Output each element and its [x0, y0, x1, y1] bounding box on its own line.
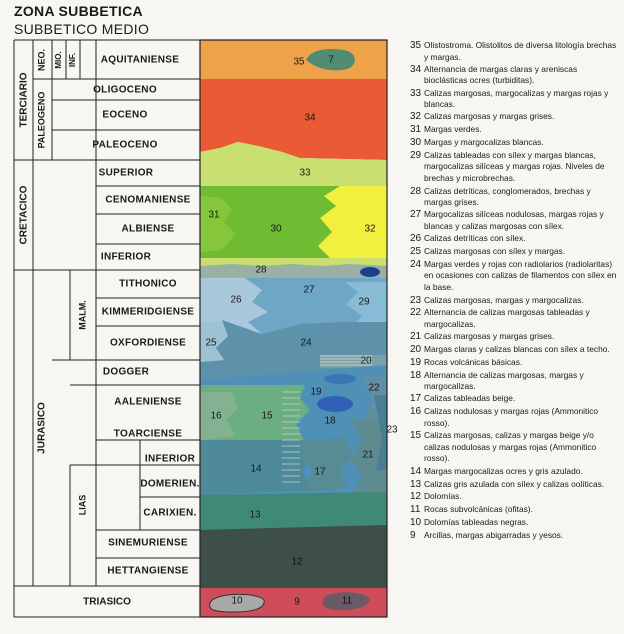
- stage-sinemuriense: SINEMURIENSE: [108, 537, 188, 549]
- legend-number: 28: [410, 185, 422, 197]
- legend-text: Calizas gris azulada con sílex y calizas oolíticas.: [424, 478, 605, 489]
- unit-label-35: 35: [293, 56, 305, 68]
- legend-text: Calizas margosas y margas grises.: [424, 331, 555, 342]
- stage-inferior-lias: INFERIOR: [144, 453, 196, 465]
- unit-label-12: 12: [291, 556, 303, 568]
- legend-item: [410, 124, 620, 136]
- legend-item: [410, 137, 620, 149]
- legend-text: Margas verdes y rojas con radiolarios (radiolaritas) en ocasiones con calizas de filamentos con sílex en la base.: [424, 258, 617, 292]
- unit-label-29: 29: [358, 296, 370, 308]
- legend-item: [410, 530, 620, 542]
- legend-text: Calizas margosas, margocalizas y margas rojas y blancas.: [424, 87, 609, 110]
- unit-label-17: 17: [314, 466, 326, 478]
- period-triasico: TRIASICO: [83, 596, 131, 608]
- period-terciario: TERCIARIO: [18, 72, 30, 128]
- legend-text: Calizas margosas con sílex y margas.: [424, 246, 566, 256]
- stage-kimmeridgiense: KIMMERIDGIENSE: [101, 306, 195, 318]
- legend-item: [410, 233, 620, 245]
- unit-label-26: 26: [230, 294, 242, 306]
- unit-28: [200, 264, 387, 280]
- legend-item: [410, 111, 620, 123]
- legend-item: [410, 357, 620, 369]
- unit-label-13: 13: [249, 509, 261, 521]
- legend-text: Rocas subvolcánicas (ofitas).: [424, 504, 533, 515]
- epoch-mio: MIO.: [54, 51, 64, 69]
- legend-number: 24: [410, 258, 422, 270]
- period-jurasico: JURASICO: [36, 402, 48, 454]
- legend-text: Alternancia de calizas margosas, margas y margocalizas.: [424, 369, 584, 392]
- subperiod-lias: LIAS: [77, 494, 88, 516]
- unit-label-31: 31: [208, 209, 220, 221]
- legend-number: 9: [410, 529, 416, 541]
- page-subtitle: SUBBETICO MEDIO: [14, 21, 150, 37]
- unit-label-10: 10: [231, 595, 243, 607]
- legend-text: Dolomías.: [424, 491, 462, 502]
- legend-item: [410, 406, 620, 429]
- legend-item: [410, 491, 620, 503]
- legend-item: [410, 246, 620, 258]
- unit-label-14: 14: [250, 463, 262, 475]
- unit-label-24: 24: [300, 337, 312, 349]
- stage-albiense: ALBIENSE: [121, 223, 175, 235]
- stage-toarciense: TOARCIENSE: [113, 428, 183, 440]
- legend-number: 21: [410, 331, 422, 343]
- unit-label-34: 34: [304, 112, 316, 124]
- unit-label-25: 25: [205, 337, 217, 349]
- legend-number: 26: [410, 233, 422, 245]
- unit-label-15: 15: [261, 410, 273, 422]
- page-title: ZONA SUBBETICA: [14, 3, 143, 19]
- legend-number: 33: [410, 87, 422, 99]
- unit-label-21: 21: [362, 449, 374, 461]
- stage-dogger: DOGGER: [102, 366, 150, 378]
- legend-number: 11: [410, 504, 421, 516]
- legend-number: 20: [410, 344, 422, 355]
- unit-19-lens-b: [317, 396, 353, 412]
- legend-item: [410, 430, 620, 465]
- legend-text: Calizas tableadas beige.: [424, 393, 516, 404]
- stage-domerien: DOMERIEN.: [140, 478, 200, 490]
- legend-item: [410, 186, 620, 209]
- legend-item: [410, 64, 620, 87]
- legend-number: 14: [410, 465, 422, 477]
- unit-label-33: 33: [299, 167, 311, 179]
- legend-item: [410, 331, 620, 343]
- legend-item: [410, 295, 620, 307]
- unit-label-22: 22: [368, 382, 380, 394]
- legend-item: [410, 150, 620, 185]
- stage-oxfordiense: OXFORDIENSE: [109, 337, 187, 349]
- legend-item: [410, 209, 620, 232]
- unit-label-9: 9: [294, 596, 300, 608]
- stage-paleoceno: PALEOCENO: [92, 139, 158, 151]
- stage-oligoceno: OLIGOCENO: [93, 84, 157, 96]
- legend-number: 13: [410, 478, 422, 490]
- legend-text: Rocas volcánicas básicas.: [424, 356, 523, 367]
- legend-number: 34: [410, 63, 422, 75]
- legend-item: [410, 479, 620, 491]
- legend-number: 22: [410, 307, 422, 319]
- legend-number: 16: [410, 406, 422, 418]
- unit-label-16: 16: [210, 410, 222, 422]
- legend-number: 29: [410, 149, 422, 161]
- legend-number: 35: [410, 40, 422, 51]
- legend-item: [410, 370, 620, 393]
- legend-text: Arcillas, margas abigarradas y yesos.: [424, 529, 564, 540]
- epoch-inf: INF.: [68, 52, 78, 68]
- legend-text: Calizas margosas y margas grises.: [424, 111, 555, 122]
- legend-number: 27: [410, 209, 422, 221]
- legend-item: [410, 40, 620, 63]
- legend-item: [410, 259, 620, 294]
- legend-text: Calizas margosas, margas y margocalizas.: [424, 294, 584, 305]
- unit-label-18: 18: [324, 415, 336, 427]
- unit-19-lens-a: [324, 374, 356, 384]
- legend-item: [410, 504, 620, 516]
- legend-text: Alternancia de margas claras y areniscas bioclásticas ocres (turbiditas).: [424, 63, 578, 86]
- unit-label-23: 23: [386, 424, 398, 436]
- legend-number: 30: [410, 137, 422, 148]
- stage-aaleniense: AALENIENSE: [114, 396, 182, 408]
- legend-number: 12: [410, 491, 422, 503]
- stage-inferior-cret: INFERIOR: [100, 251, 152, 263]
- unit-label-30: 30: [270, 223, 282, 235]
- stage-superior: SUPERIOR: [98, 167, 154, 179]
- legend-item: [410, 344, 620, 356]
- legend-number: 15: [410, 430, 422, 441]
- legend-item: [410, 517, 620, 529]
- legend-number: 10: [410, 517, 422, 528]
- legend-text: Margas claras y calizas blancas con sílex a techo.: [424, 344, 610, 354]
- legend-text: Alternancia de calizas margosas tableadas y margocalizas.: [424, 307, 590, 329]
- legend-text: Margocalizas silíceas nodulosas, margas rojas y blancas y calizas margosas con sílex.: [424, 209, 604, 231]
- unit-label-28: 28: [255, 264, 267, 276]
- unit-label-27: 27: [303, 284, 315, 296]
- subperiod-neogeno: NEO.: [36, 48, 47, 72]
- unit-label-7: 7: [328, 54, 334, 66]
- legend-item: [410, 307, 620, 330]
- legend-text: Margas margocalizas ocres y gris azulado.: [424, 465, 583, 476]
- legend-text: Margas y margocalizas blancas.: [424, 137, 544, 147]
- legend-number: 31: [410, 124, 422, 136]
- subperiod-paleogeno: PALEOGENO: [36, 91, 47, 149]
- unit-label-19: 19: [310, 386, 322, 398]
- legend-text: Margas verdes.: [424, 124, 482, 135]
- stage-hettangiense: HETTANGIENSE: [107, 565, 189, 577]
- legend-item: [410, 466, 620, 478]
- stage-cenomaniense: CENOMANIENSE: [105, 194, 191, 206]
- unit-label-20: 20: [360, 355, 372, 367]
- legend-number: 23: [410, 294, 422, 306]
- legend-number: 32: [410, 111, 422, 123]
- legend-item: [410, 393, 620, 405]
- stage-carixien: CARIXIEN.: [143, 507, 197, 519]
- legend-text: Calizas detríticas con sílex.: [424, 233, 526, 244]
- period-cretacico: CRETACICO: [18, 185, 30, 245]
- legend-text: Calizas tableadas con sílex y margas blancas, margocalizas silíceas y margas rojas. Niveles de brechas y microbrechas.: [424, 149, 605, 183]
- legend-item: [410, 88, 620, 111]
- legend-number: 18: [410, 369, 422, 381]
- legend-number: 25: [410, 246, 422, 257]
- unit-32: [318, 186, 387, 268]
- unit-label-32: 32: [364, 223, 376, 235]
- legend-text: Olistostroma. Olistolitos de diversa litología brechas y margas.: [424, 40, 617, 62]
- stage-aquitaniense: AQUITANIENSE: [100, 54, 180, 66]
- legend-text: Calizas detríticas, conglomerados, brechas y margas grises.: [424, 185, 591, 208]
- stage-eoceno: EOCENO: [102, 109, 148, 121]
- legend-text: Calizas margosas, calizas y margas beige y/o calizas nodulosas y margas rojas (Ammonitico rosso).: [424, 430, 597, 464]
- legend-number: 19: [410, 356, 422, 368]
- legend-text: Calizas nodulosas y margas rojas (Ammonitico rosso).: [424, 406, 599, 428]
- blue-lens: [360, 267, 380, 277]
- stage-tithonico: TITHONICO: [119, 278, 177, 290]
- subperiod-malm: MALM.: [77, 300, 88, 330]
- legend-text: Dolomías tableadas negras.: [424, 517, 529, 527]
- unit-label-11: 11: [341, 595, 353, 607]
- legend-number: 17: [410, 393, 422, 405]
